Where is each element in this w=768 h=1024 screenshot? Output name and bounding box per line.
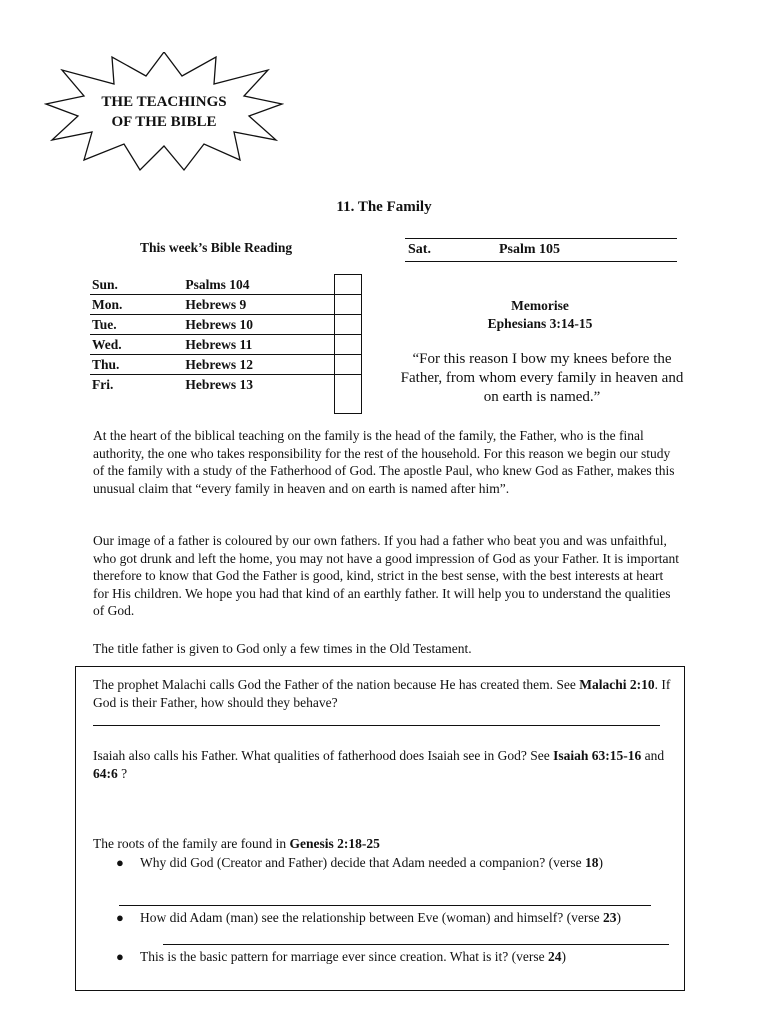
reading-ref: Hebrews 13 [185, 377, 253, 392]
reading-day: Mon. [90, 295, 183, 315]
reading-day: Fri. [92, 377, 114, 392]
bullet-question: Why did God (Creator and Father) decide that Adam needed a companion? (verse 18) [140, 855, 603, 870]
bullet-question: This is the basic pattern for marriage ever since creation. What is it? (verse 24) [140, 949, 566, 964]
reading-day: Sat. [408, 242, 431, 257]
bullet-icon: ● [116, 855, 124, 870]
reading-day: Sun. [90, 275, 183, 295]
title-banner [44, 52, 284, 172]
reading-day: Thu. [90, 355, 183, 375]
bullet-icon: ● [116, 949, 124, 964]
question-malachi: The prophet Malachi calls God the Father of the nation because He has created them. See Malachi 2:10. If God is their Father, how should they behave? [93, 677, 671, 710]
reading-ref: Hebrews 9 [183, 295, 334, 315]
father-image-paragraph: Our image of a father is coloured by our own fathers. If you had a father who beat you and was unfaithful, who got drunk and left the home, you may not have a good impression of God as your Father. It is important therefore to know that God the Father is good, kind, strict in the best sense, with the best interests at heart for His children. We hope you had that kind of an earthly father. It will help you to understand the qualities of God. [93, 533, 680, 618]
reading-ref: Hebrews 11 [183, 335, 334, 355]
scripture-ref: Malachi 2:10 [579, 677, 655, 692]
reading-checkbox[interactable] [335, 275, 362, 295]
memorise-reference: Ephesians 3:14-15 [487, 316, 593, 331]
answer-line[interactable] [163, 944, 669, 945]
bullet-question: How did Adam (man) see the relationship between Eve (woman) and himself? (verse 23) [140, 910, 621, 925]
memorise-block [460, 297, 620, 333]
reading-ref: Hebrews 10 [183, 315, 334, 335]
memory-verse: “For this reason I bow my knees before the Father, from whom every family in heaven and on earth is named.” [400, 351, 684, 405]
bullet-icon: ● [116, 910, 124, 925]
reading-day: Tue. [90, 315, 183, 335]
banner-line-2: OF THE BIBLE [111, 114, 217, 130]
question-isaiah: Isaiah also calls his Father. What qualities of fatherhood does Isaiah see in God? See Isaiah 63:15-16 and 64:6 ? [93, 748, 665, 781]
scripture-ref: Isaiah 63:15-16 [553, 748, 642, 763]
reading-row [90, 275, 362, 295]
answer-line[interactable] [93, 725, 660, 726]
lesson-title: 11. The Family [336, 199, 432, 215]
reading-ref: Hebrews 12 [183, 355, 334, 375]
banner-line-1: THE TEACHINGS [101, 94, 227, 110]
intro-paragraph: At the heart of the biblical teaching on the family is the head of the family, the Father, who is the final authority, the one who takes responsibility for the rest of the household. For this reason we begin our study of the family with a study of the Fatherhood of God. The apostle Paul, who knew God as Father, makes this unusual claim that “every family in heaven and on earth is named after him”. [93, 428, 675, 496]
scripture-ref: 64:6 [93, 766, 118, 781]
reading-ref: Psalm 105 [499, 242, 561, 257]
saturday-reading-row [405, 238, 677, 262]
reading-table [90, 274, 362, 414]
reading-row [90, 295, 362, 315]
question-genesis: The roots of the family are found in Genesis 2:18-25 [93, 836, 380, 851]
reading-row [90, 335, 362, 355]
answer-line[interactable] [119, 905, 651, 906]
reading-checkbox[interactable] [335, 295, 362, 315]
reading-day: Wed. [90, 335, 183, 355]
questions-box [75, 666, 685, 991]
reading-row [90, 355, 362, 375]
reading-checkbox[interactable] [335, 355, 362, 375]
reading-row [90, 375, 362, 414]
reading-ref: Psalms 104 [183, 275, 334, 295]
scripture-ref: Genesis 2:18-25 [289, 836, 380, 851]
reading-heading: This week’s Bible Reading [140, 240, 293, 255]
reading-checkbox[interactable] [335, 375, 362, 414]
old-testament-note: The title father is given to God only a few times in the Old Testament. [93, 641, 472, 656]
reading-row [90, 315, 362, 335]
memorise-label: Memorise [511, 298, 569, 313]
reading-checkbox[interactable] [335, 335, 362, 355]
reading-checkbox[interactable] [335, 315, 362, 335]
